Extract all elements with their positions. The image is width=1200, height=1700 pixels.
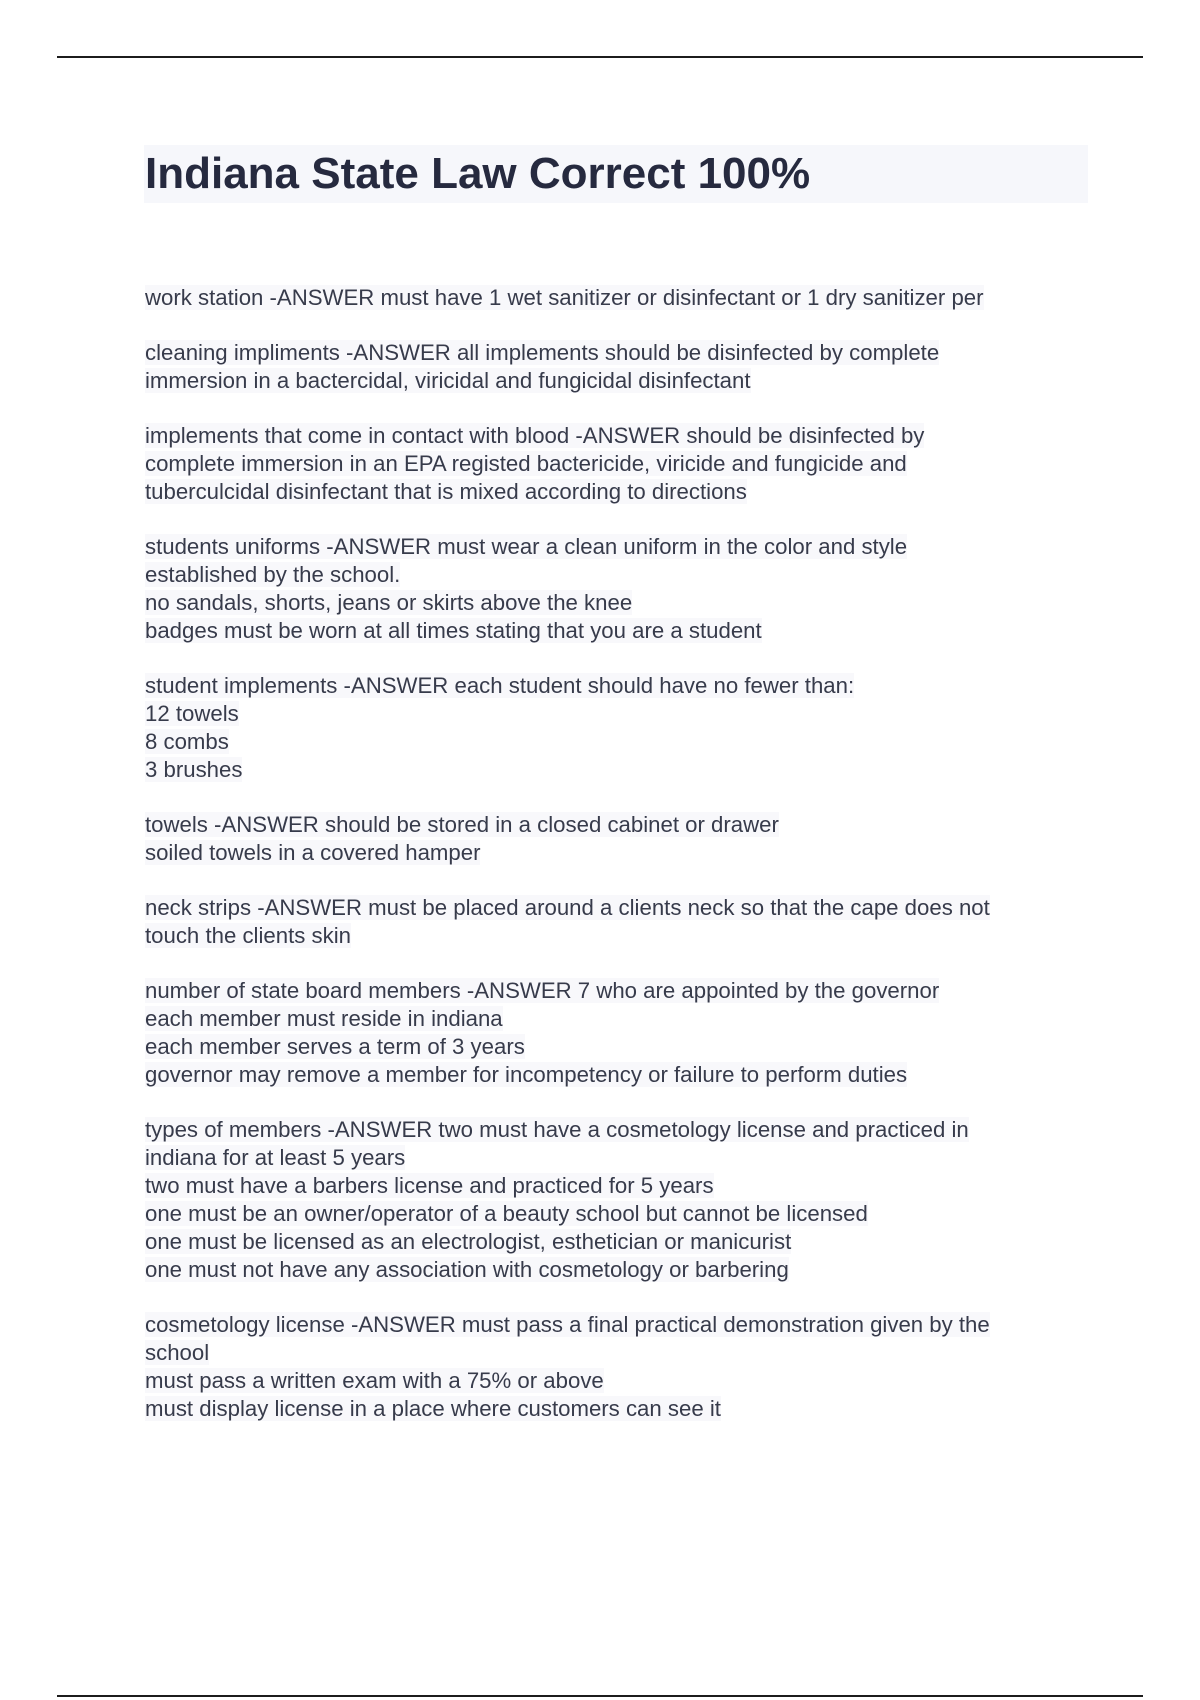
entry-line: must pass a written exam with a 75% or above — [145, 1368, 604, 1393]
entry-line: student implements -ANSWER each student should have no fewer than: — [145, 673, 855, 698]
entry-line: one must be an owner/operator of a beauty school but cannot be licensed — [145, 1201, 868, 1226]
entry-line: neck strips -ANSWER must be placed around a clients neck so that the cape does not — [145, 895, 990, 920]
entry-line: implements that come in contact with blood -ANSWER should be disinfected by — [145, 423, 925, 448]
entry-line: 8 combs — [145, 729, 229, 754]
entry-line: work station -ANSWER must have 1 wet sanitizer or disinfectant or 1 dry sanitizer per — [145, 285, 984, 310]
entry-line: must display license in a place where customers can see it — [145, 1396, 721, 1421]
entry-line: cosmetology license -ANSWER must pass a final practical demonstration given by the — [145, 1312, 990, 1337]
qa-entry-work-station — [145, 284, 1105, 312]
entry-line: each member must reside in indiana — [145, 1006, 503, 1031]
qa-entry-cleaning-impliments — [145, 339, 1105, 395]
qa-entry-student-implements — [145, 672, 1105, 784]
entry-line: types of members -ANSWER two must have a cosmetology license and practiced in — [145, 1117, 969, 1142]
qa-entry-state-board-members — [145, 977, 1105, 1089]
page-title: Indiana State Law Correct 100% — [145, 149, 811, 198]
entry-line: one must be licensed as an electrologist, esthetician or manicurist — [145, 1229, 792, 1254]
header-rule — [57, 56, 1143, 58]
entry-line: governor may remove a member for incompetency or failure to perform duties — [145, 1062, 908, 1087]
entry-line: 3 brushes — [145, 757, 243, 782]
entry-line: complete immersion in an EPA registed bactericide, viricide and fungicide and — [145, 451, 907, 476]
entry-line: 12 towels — [145, 701, 239, 726]
qa-entry-students-uniforms — [145, 533, 1105, 645]
qa-list — [145, 284, 1105, 1450]
entry-line: badges must be worn at all times stating that you are a student — [145, 618, 762, 643]
qa-entry-blood-implements — [145, 422, 1105, 506]
footer-rule — [57, 1695, 1143, 1697]
entry-line: soiled towels in a covered hamper — [145, 840, 481, 865]
qa-entry-types-of-members — [145, 1116, 1105, 1284]
entry-line: immersion in a bactercidal, viricidal and fungicidal disinfectant — [145, 368, 751, 393]
entry-line: no sandals, shorts, jeans or skirts above the knee — [145, 590, 633, 615]
entry-line: cleaning impliments -ANSWER all implements should be disinfected by complete — [145, 340, 940, 365]
entry-line: school — [145, 1340, 210, 1365]
entry-line: established by the school. — [145, 562, 401, 587]
qa-entry-cosmetology-license — [145, 1311, 1105, 1423]
entry-line: indiana for at least 5 years — [145, 1145, 406, 1170]
entry-line: students uniforms -ANSWER must wear a clean uniform in the color and style — [145, 534, 908, 559]
entry-line: tuberculcidal disinfectant that is mixed according to directions — [145, 479, 747, 504]
entry-line: one must not have any association with cosmetology or barbering — [145, 1257, 789, 1282]
entry-line: each member serves a term of 3 years — [145, 1034, 525, 1059]
qa-entry-towels — [145, 811, 1105, 867]
entry-line: two must have a barbers license and practiced for 5 years — [145, 1173, 714, 1198]
entry-line: touch the clients skin — [145, 923, 351, 948]
entry-line: number of state board members -ANSWER 7 who are appointed by the governor — [145, 978, 940, 1003]
entry-line: towels -ANSWER should be stored in a closed cabinet or drawer — [145, 812, 779, 837]
qa-entry-neck-strips — [145, 894, 1105, 950]
